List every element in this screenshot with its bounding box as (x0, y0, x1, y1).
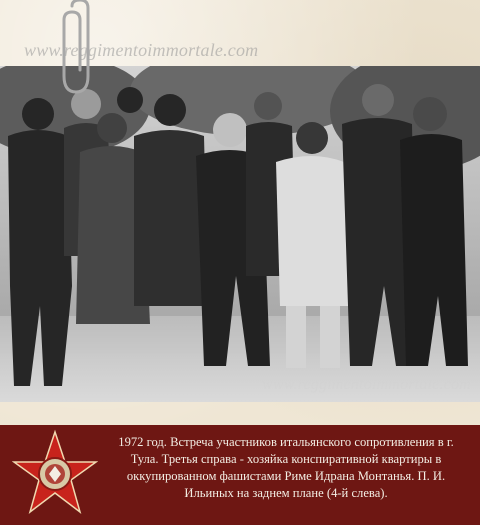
watermark-bottom: www.reggimentoimmortale.com (262, 376, 471, 393)
paperclip-icon (58, 0, 98, 96)
red-star-emblem-icon (12, 428, 98, 520)
group-photo (0, 66, 480, 402)
photo-caption: 1972 год. Встреча участников итальянского сопротивления в г. Тула. Третья справа - хозяйка конспиративной квартиры в оккупированном фашистами Риме Идрана Монтанья. П. И. Ильиных на заднем плане (4-й слева). (118, 435, 454, 500)
photo-illustration (0, 66, 480, 402)
watermark-top: www.reggimentoimmortale.com (24, 40, 259, 60)
